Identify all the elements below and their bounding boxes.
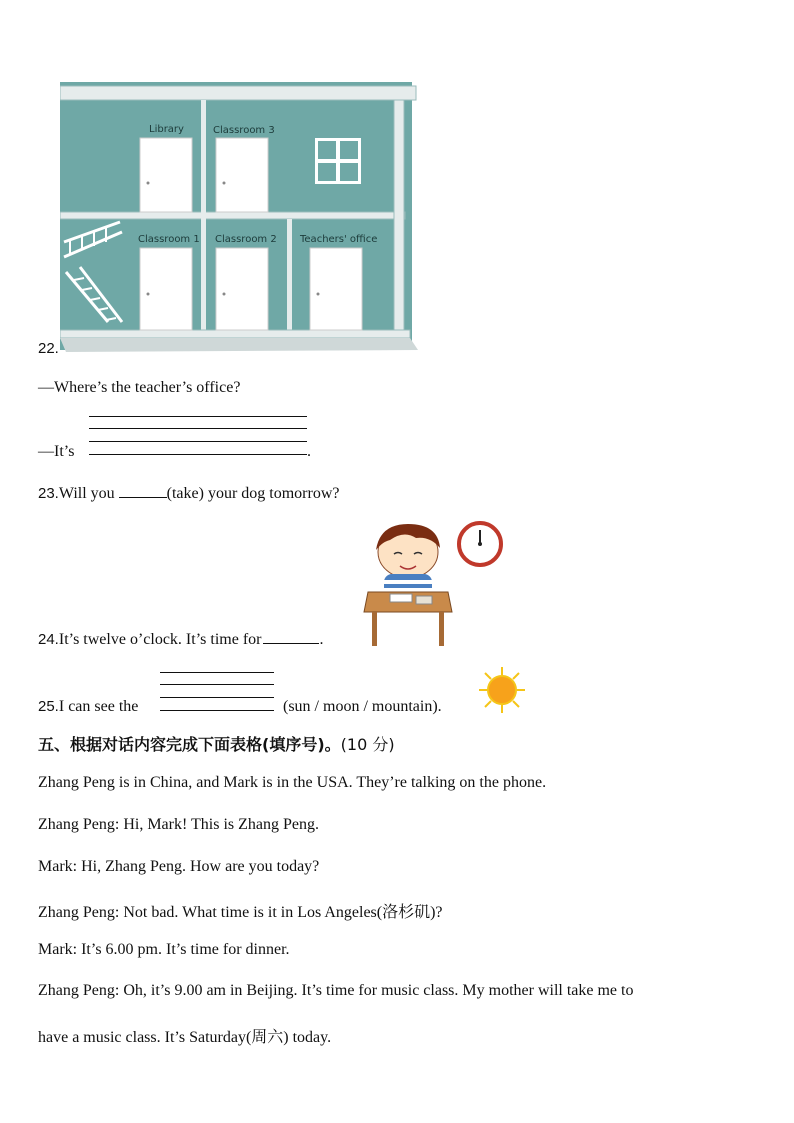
question-23-text-before: Will you [58, 485, 115, 502]
question-24-text: It’s twelve o’clock. It’s time for [58, 631, 262, 648]
question-24-blank[interactable] [263, 629, 319, 644]
question-22-answer-prefix: —It’s [38, 443, 75, 460]
dialogue-line: Zhang Peng: Not bad. What time is it in Los Angeles(洛杉矶)? [38, 904, 443, 921]
question-24 [38, 629, 323, 649]
q25-answer-writing-lines[interactable] [160, 672, 274, 714]
dialogue-line: Mark: Hi, Zhang Peng. How are you today? [38, 858, 320, 875]
question-22-number: 22. [38, 340, 59, 357]
sun-icon [478, 666, 526, 714]
dialogue-line: Zhang Peng is in China, and Mark is in the USA. They’re talking on the phone. [38, 774, 547, 791]
section-5-points: (10 分) [340, 735, 395, 754]
question-22-prompt: —Where’s the teacher’s office? [38, 379, 241, 396]
school-building-picture [60, 82, 418, 354]
question-23 [38, 483, 340, 503]
question-25-lead [38, 698, 138, 716]
dialogue-line: Zhang Peng: Hi, Mark! This is Zhang Peng. [38, 816, 320, 833]
question-22-answer-end: . [307, 443, 311, 460]
section-5-heading [38, 732, 395, 755]
question-23-text-after: (take) your dog tomorrow? [166, 485, 340, 502]
boy-eating-picture [360, 520, 456, 648]
dialogue-line: have a music class. It’s Saturday(周六) today. [38, 1029, 332, 1046]
question-25-text-after: (sun / moon / mountain). [283, 698, 442, 715]
dialogue-line: Mark: It’s 6.00 pm. It’s time for dinner. [38, 941, 290, 958]
question-23-blank[interactable] [119, 483, 167, 498]
dialogue-line: Zhang Peng: Oh, it’s 9.00 am in Beijing. It’s time for music class. My mother will take me to [38, 982, 634, 999]
section-5-title: 五、根据对话内容完成下面表格(填序号)。 [38, 735, 341, 754]
question-25-number: 25. [38, 698, 59, 715]
question-23-number: 23. [38, 485, 59, 502]
question-25-text-before: I can see the [58, 698, 139, 715]
label-classroom-2: Classroom 2 [215, 234, 277, 245]
clock-icon [457, 521, 503, 567]
question-24-number: 24. [38, 631, 59, 648]
label-classroom-3: Classroom 3 [213, 125, 275, 136]
label-library: Library [149, 124, 184, 135]
q22-answer-writing-lines[interactable] [89, 416, 307, 458]
question-24-end: . [319, 631, 324, 648]
label-teachers-office: Teachers' office [300, 234, 378, 245]
label-classroom-1: Classroom 1 [138, 234, 200, 245]
